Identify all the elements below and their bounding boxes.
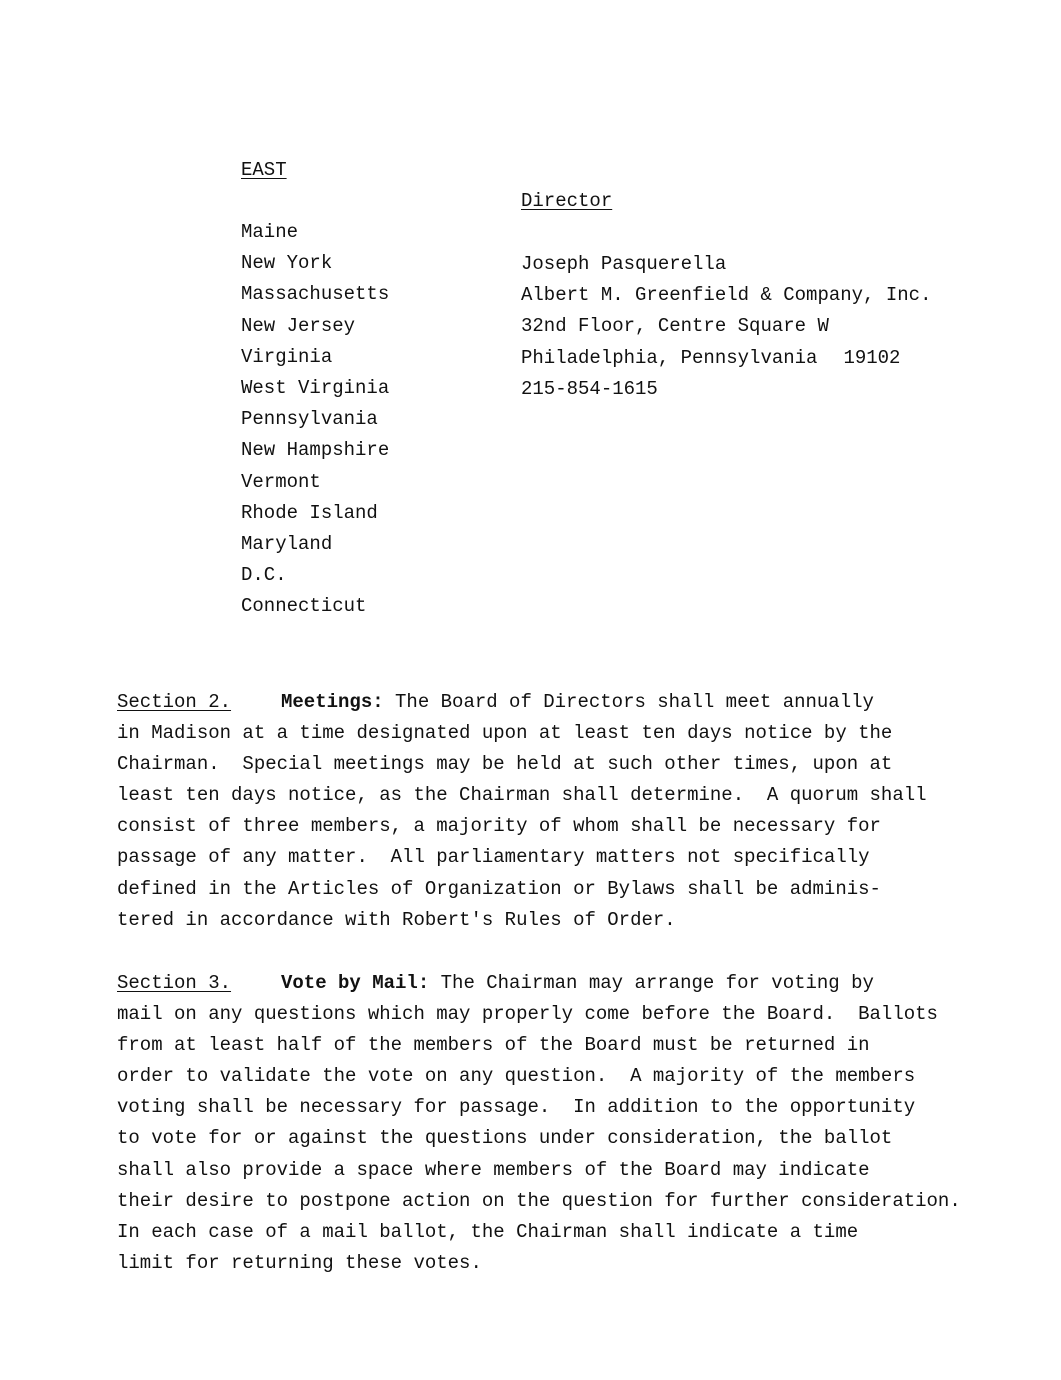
state-item: Maine [241,221,299,243]
section-first-line [117,690,1057,721]
paragraph-line: The Board of Directors shall meet annually [383,691,874,713]
paragraph-line: mail on any questions which may properly come before the Board. Ballots [117,1003,938,1026]
director-city-state: Philadelphia, Pennsylvania [521,346,818,369]
state-item: Connecticut [241,595,367,618]
director-heading: Director [521,190,613,212]
paragraph-line: shall also provide a space where members of the Board may indicate [117,1158,870,1181]
state-item: Maryland [241,532,333,555]
director-city-line [521,346,931,377]
state-item: Rhode Island [241,501,378,524]
section-label: Section 2. [117,691,232,713]
paragraph-line: to vote for or against the questions under consideration, the ballot [117,1127,893,1150]
section-first-line [117,971,1057,1002]
paragraph-line: The Chairman may arrange for voting by [429,972,874,994]
director-company: Albert M. Greenfield & Company, Inc. [521,284,932,307]
director-name: Joseph Pasquerella [521,253,727,275]
paragraph-line: order to validate the vote on any question. A majority of the members [117,1065,916,1088]
state-item: Virginia [241,345,333,368]
paragraph-line: tered in accordance with Robert's Rules of Order. [117,908,676,931]
state-item: Vermont [241,470,321,493]
paragraph-line: from at least half of the members of the Board must be returned in [117,1034,870,1057]
director-zip: 19102 [843,346,901,369]
paragraph-line: consist of three members, a majority of whom shall be necessary for [117,815,881,838]
state-item: D.C. [241,564,287,587]
paragraph-line: Chairman. Special meetings may be held at such other times, upon at [117,753,893,776]
director-phone: 215-854-1615 [521,377,658,400]
state-item: New Jersey [241,314,356,337]
paragraph-line: In each case of a mail ballot, the Chairman shall indicate a time [117,1220,859,1243]
section-3-vote-by-mail [117,971,1057,1282]
paragraph-line: passage of any matter. All parliamentary matters not specifically [117,846,870,869]
paragraph-line: least ten days notice, as the Chairman shall determine. A quorum shall [117,784,927,807]
state-item: West Virginia [241,376,390,399]
state-item: Massachusetts [241,283,390,306]
section-title: Vote by Mail: [281,972,430,994]
section-2-meetings [117,690,1057,939]
paragraph-line: in Madison at a time designated upon at least ten days notice by the [117,722,893,745]
state-item: New York [241,252,333,275]
director-contact [521,252,931,408]
director-address: 32nd Floor, Centre Square W [521,315,829,338]
state-item: Pennsylvania [241,408,378,431]
paragraph-line: defined in the Articles of Organization or Bylaws shall be adminis- [117,877,881,900]
paragraph-line: their desire to postpone action on the question for further consideration. [117,1189,961,1212]
section-label: Section 3. [117,972,232,994]
paragraph-line: limit for returning these votes. [117,1251,482,1274]
state-item: New Hampshire [241,439,390,462]
paragraph-line: voting shall be necessary for passage. In addition to the opportunity [117,1096,916,1119]
states-list [241,220,389,625]
section-title: Meetings: [281,691,384,713]
region-heading: EAST [241,159,287,181]
